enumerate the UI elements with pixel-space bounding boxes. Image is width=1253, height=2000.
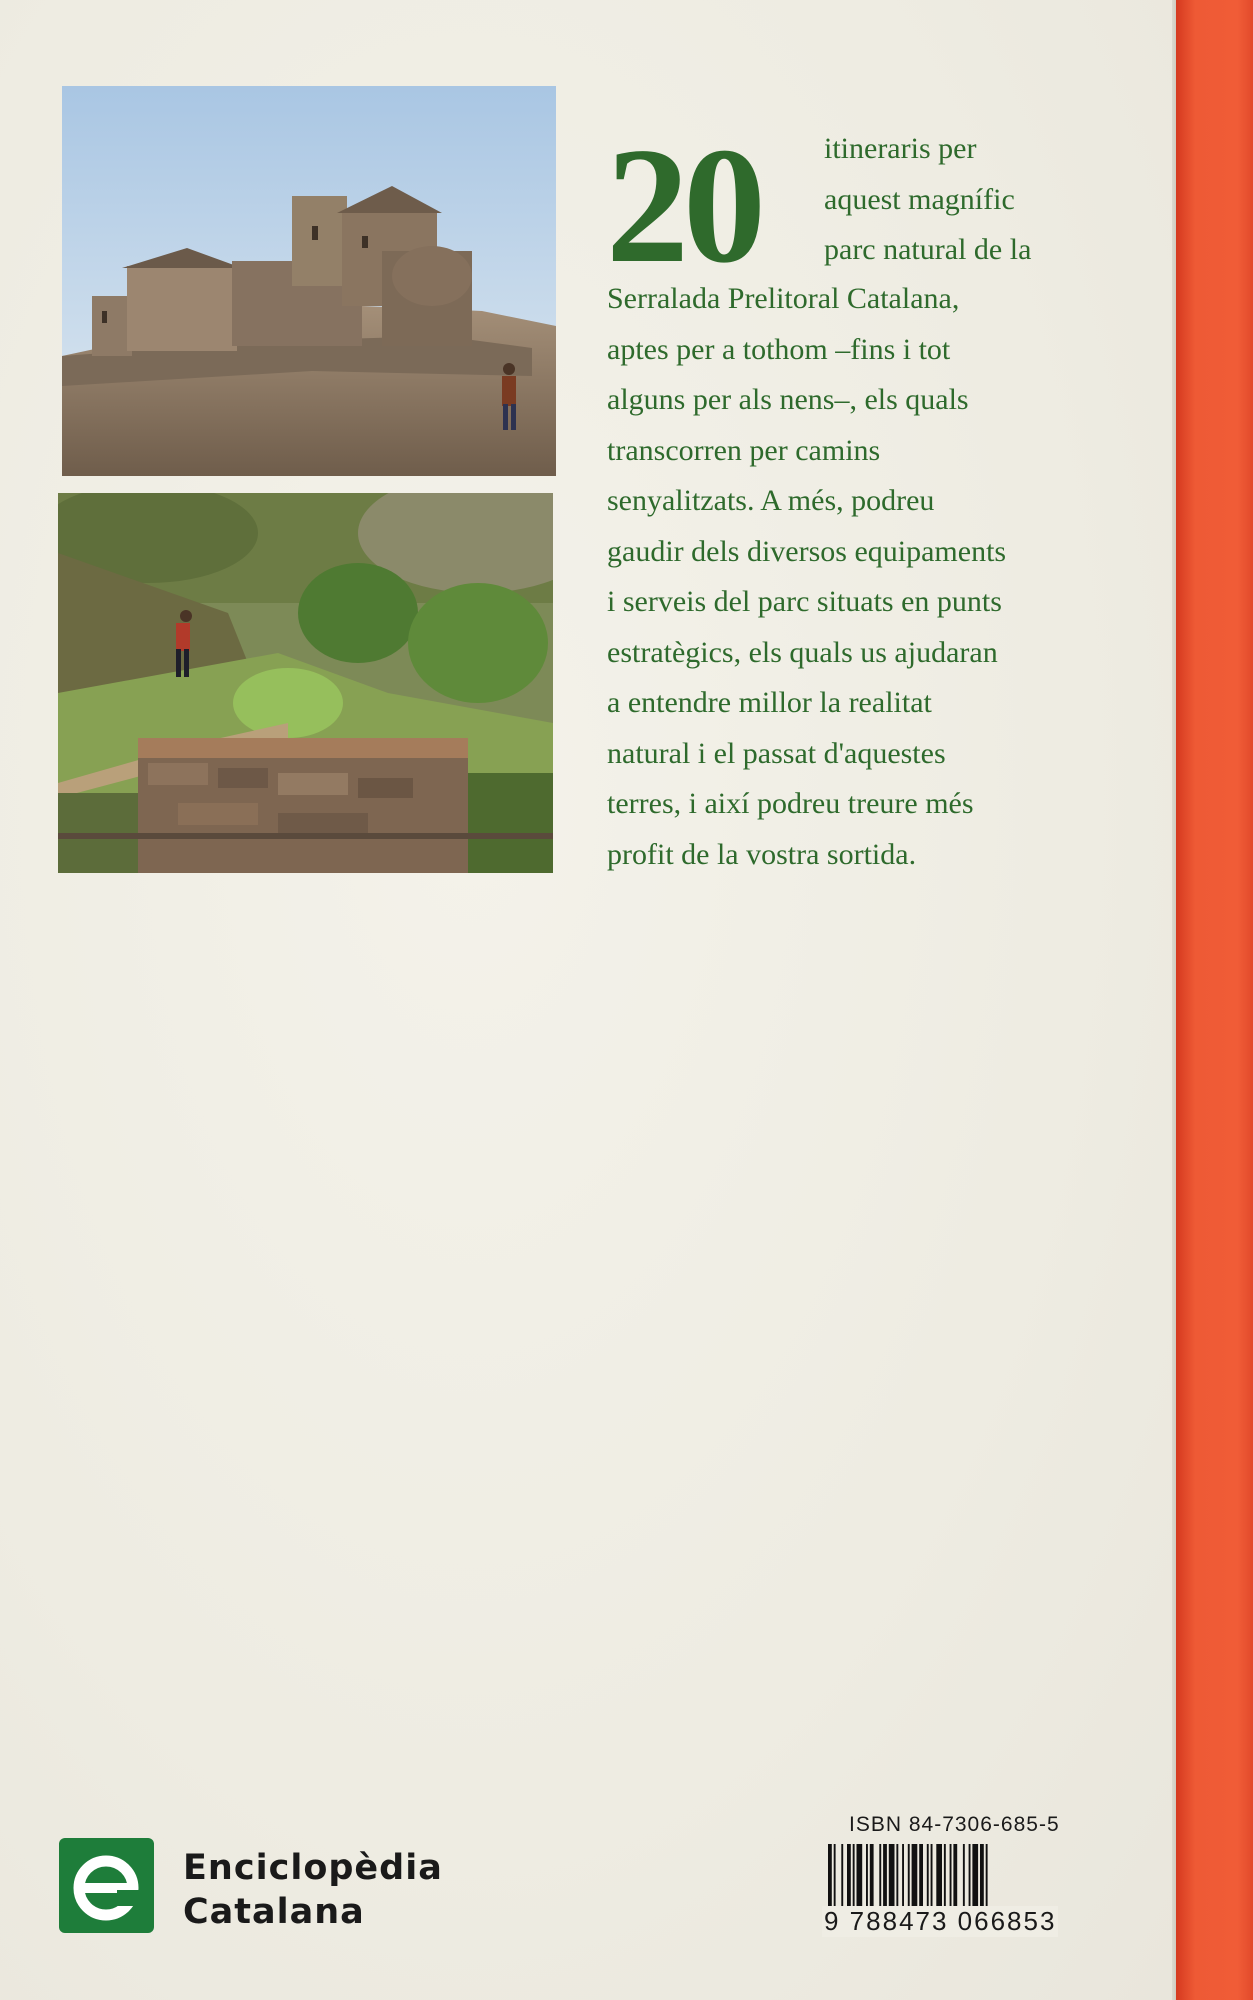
publisher-name-line1: Enciclopèdia: [183, 1848, 443, 1888]
itinerary-count: 20: [606, 113, 760, 297]
trail-photo: [58, 493, 553, 873]
blurb-line: parc natural de la: [824, 233, 1032, 266]
blurb-line: a entendre millor la realitat: [607, 686, 932, 719]
blurb-line: profit de la vostra sortida.: [607, 837, 917, 871]
blurb-line: gaudir dels diversos equipaments: [607, 534, 1007, 568]
barcode-digits: 9 788473 066853: [824, 1906, 1057, 1936]
blurb-intro-lines: [824, 124, 1031, 276]
blurb-line: aquest magnífic: [824, 182, 1015, 216]
blurb-line: senyalitzats. A més, podreu: [607, 484, 935, 517]
publisher-logo-icon: [59, 1838, 154, 1933]
blurb-line: itineraris per: [824, 132, 977, 165]
publisher-name-line2: Catalana: [183, 1892, 365, 1932]
blurb-line: estratègics, els quals us ajudaran: [607, 635, 998, 669]
blurb-line: Serralada Prelitoral Catalana,: [607, 282, 960, 315]
blurb-line: i serveis del parc situats en punts: [607, 585, 1002, 618]
blurb-line: aptes per a tothom –fins i tot: [607, 332, 951, 366]
isbn-label: ISBN 84-7306-685-5: [849, 1813, 1060, 1836]
blurb-line: alguns per als nens–, els quals: [607, 383, 969, 416]
blurb-body-lines: [607, 274, 1006, 880]
blurb-line: terres, i així podreu treure més: [607, 787, 974, 820]
blurb-line: transcorren per camins: [607, 433, 881, 467]
blurb-line: natural i el passat d'aquestes: [607, 736, 946, 770]
monastery-photo: [62, 86, 556, 476]
spine-stripe: [1176, 0, 1253, 2000]
publisher-name: [183, 1846, 443, 1934]
